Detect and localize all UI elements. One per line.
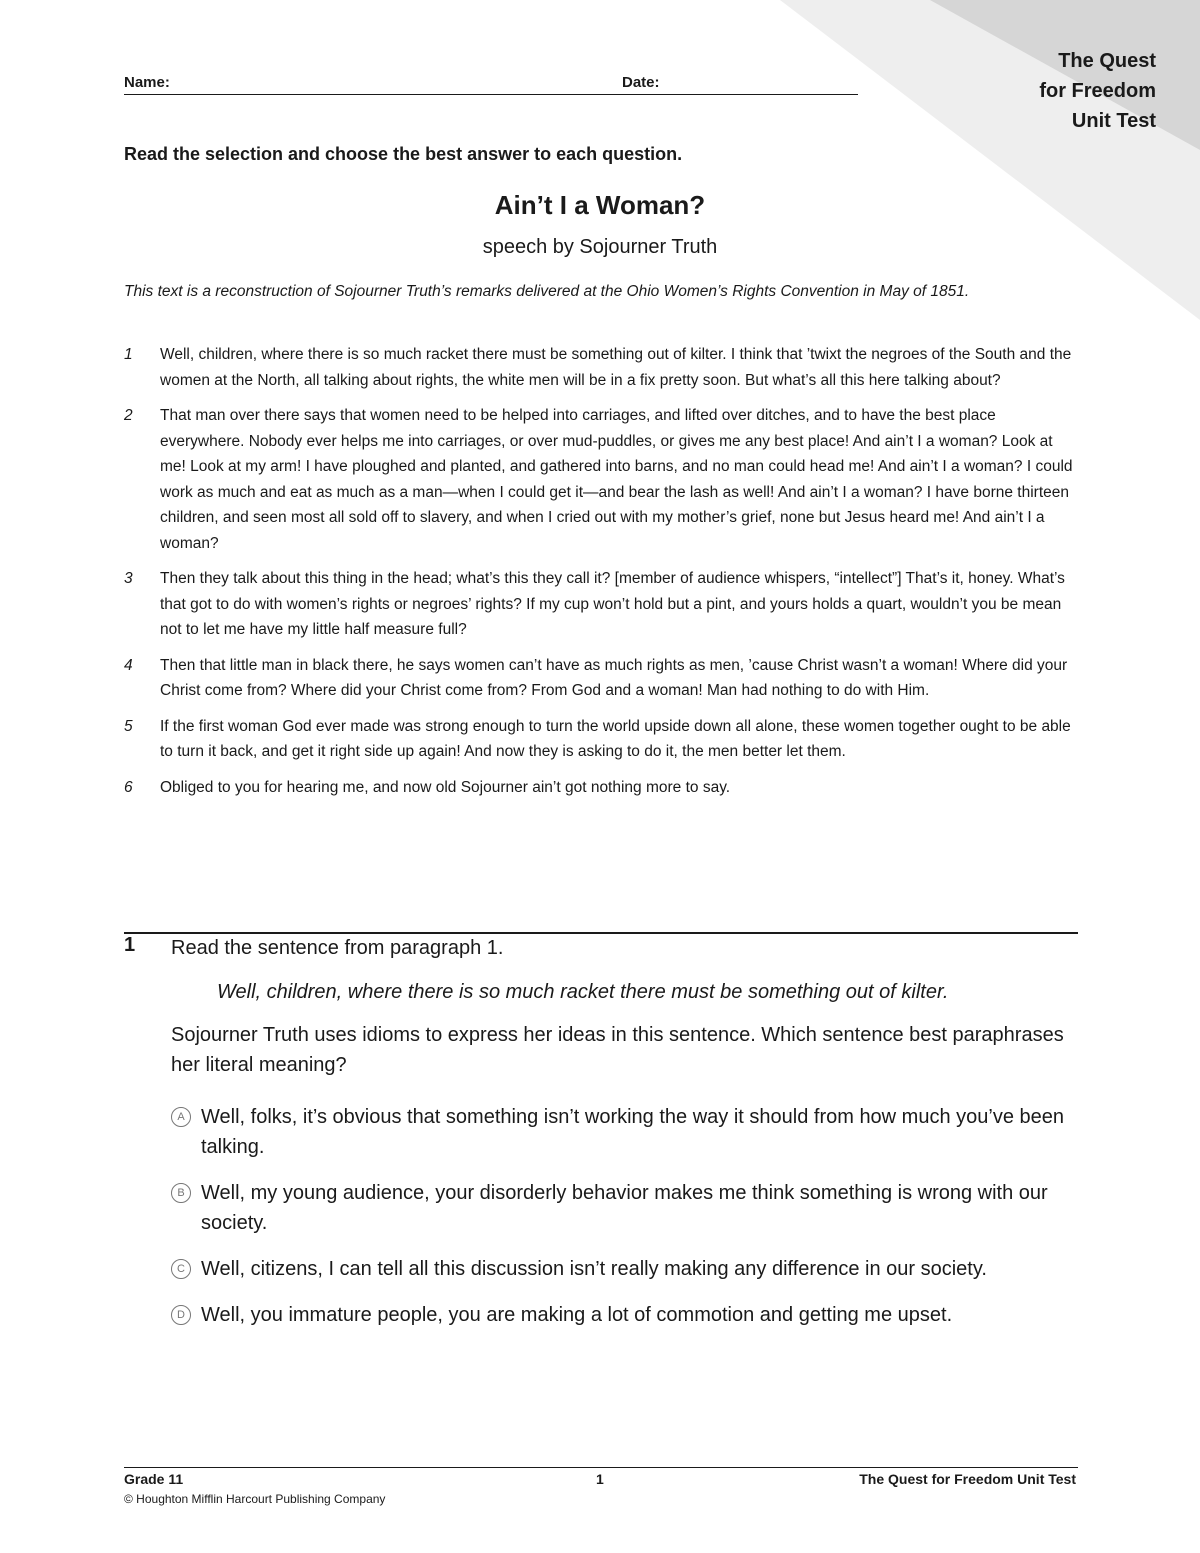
paragraph-number: 5 bbox=[124, 717, 133, 735]
question-quote: Well, children, where there is so much racket there must be something out of kilter. bbox=[217, 981, 949, 1003]
paragraph-text: If the first woman God ever made was strong enough to turn the world upside down all alone, these women together ought to be able to turn it back, and get it right side up again! And now they is asking to do it, the men better let them. bbox=[160, 717, 1071, 760]
name-label: Name: bbox=[124, 74, 170, 91]
answer-bubble-icon[interactable]: D bbox=[171, 1305, 191, 1325]
answer-choice-a[interactable] bbox=[171, 1102, 1071, 1162]
footer-unit-test: The Quest for Freedom Unit Test bbox=[859, 1471, 1076, 1487]
answer-choice-d[interactable] bbox=[171, 1300, 1071, 1330]
paragraph-text: That man over there says that women need to be helped into carriages, and lifted over ditches, and to have the best place everywhere. Nobody ever helps me into carriages, or over mud-puddles, or gives me any best place! And ain’t I a woman? Look at me! Look at my arm! I have ploughed and planted, and gathered into barns, and no man could head me! And ain’t I a woman? I could work as much and eat as much as a man—when I could get it—and bear the lash as well! And ain’t I a woman? I have borne thirteen children, and seen most all sold off to slavery, and when I cried out with my mother’s grief, none but Jesus heard me! And ain’t I a woman? bbox=[160, 407, 1073, 552]
answer-text: Well, folks, it’s obvious that something isn’t working the way it should from how much you’ve been talking. bbox=[201, 1106, 1065, 1158]
paragraph-number: 1 bbox=[124, 346, 133, 363]
paragraph-number: 4 bbox=[124, 656, 133, 674]
paragraph-text: Then that little man in black there, he says women can’t have as much rights as men, ’cause Christ wasn’t a woman! Where did your Christ come from? Where did your Christ come from? From God and a woman! Man had nothing to do with Him. bbox=[160, 656, 1068, 699]
name-date-line[interactable] bbox=[124, 72, 858, 95]
paragraph bbox=[124, 403, 1080, 556]
selection-byline: speech by Sojourner Truth bbox=[482, 236, 718, 258]
answer-text: Well, citizens, I can tell all this discussion isn’t really making any difference in our society. bbox=[201, 1258, 987, 1280]
paragraph-text: Obliged to you for hearing me, and now old Sojourner ain’t got nothing more to say. bbox=[160, 778, 731, 796]
paragraph bbox=[124, 775, 1080, 801]
footer-grade: Grade 11 bbox=[124, 1471, 184, 1487]
unit-title bbox=[1039, 46, 1156, 136]
paragraph-number: 2 bbox=[124, 407, 133, 424]
paragraph-text: Then they talk about this thing in the head; what’s this they call it? [member of audience whispers, “intellect”] That’s it, honey. What’s that got to do with women’s rights or negroes’ rights? If my cup won’t hold but a pint, and yours holds a quart, wouldn’t you be mean not to let me have my little half measure full? bbox=[160, 570, 1065, 638]
question-block bbox=[171, 934, 1071, 1346]
paragraph-number: 6 bbox=[124, 778, 133, 796]
answer-choice-c[interactable] bbox=[171, 1254, 1071, 1284]
answer-choices bbox=[171, 1102, 1071, 1330]
question-number: 1 bbox=[124, 934, 136, 956]
question-prompt: Read the sentence from paragraph 1. bbox=[171, 937, 504, 959]
paragraph bbox=[124, 566, 1080, 643]
unit-title-line: Unit Test bbox=[1071, 110, 1156, 132]
date-label: Date: bbox=[622, 74, 660, 91]
question-stem: Sojourner Truth uses idioms to express her ideas in this sentence. Which sentence best paraphrases her literal meaning? bbox=[171, 1024, 1064, 1076]
unit-title-line: for Freedom bbox=[1039, 80, 1156, 102]
selection-title: Ain’t I a Woman? bbox=[494, 190, 706, 220]
footer-copyright: © Houghton Mifflin Harcourt Publishing Company bbox=[124, 1492, 386, 1506]
paragraph-text: Well, children, where there is so much racket there must be something out of kilter. I think that ’twixt the negroes of the South and the women at the North, all talking about rights, the white men will be in a fix pretty soon. But what’s all this here talking about? bbox=[160, 346, 1072, 389]
paragraph bbox=[124, 342, 1080, 393]
instructions: Read the selection and choose the best answer to each question. bbox=[124, 144, 683, 164]
selection-intro: This text is a reconstruction of Sojourner Truth’s remarks delivered at the Ohio Women’s Rights Convention in May of 1851. bbox=[124, 283, 970, 300]
unit-title-line: The Quest bbox=[1058, 50, 1156, 72]
answer-text: Well, you immature people, you are making a lot of commotion and getting me upset. bbox=[201, 1304, 953, 1326]
footer-divider bbox=[124, 1467, 1078, 1468]
passage bbox=[124, 342, 1080, 810]
answer-bubble-icon[interactable]: A bbox=[171, 1107, 191, 1127]
answer-text: Well, my young audience, your disorderly behavior makes me think something is wrong with our society. bbox=[201, 1182, 1048, 1234]
paragraph bbox=[124, 653, 1080, 704]
paragraph-number: 3 bbox=[124, 570, 133, 587]
footer-page-number: 1 bbox=[596, 1471, 604, 1487]
answer-choice-b[interactable] bbox=[171, 1178, 1071, 1238]
answer-bubble-icon[interactable]: B bbox=[171, 1183, 191, 1203]
answer-bubble-icon[interactable]: C bbox=[171, 1259, 191, 1279]
paragraph bbox=[124, 714, 1080, 765]
